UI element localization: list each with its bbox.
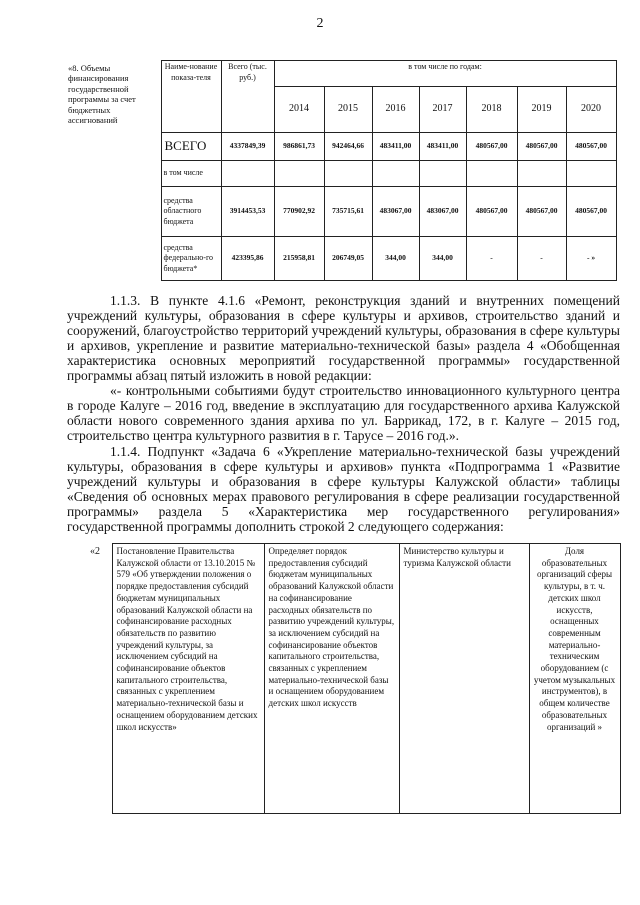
value-cell bbox=[466, 161, 517, 187]
value-cell: 206749,05 bbox=[324, 237, 372, 281]
year-cell: 2014 bbox=[274, 87, 324, 133]
page-number: 2 bbox=[316, 16, 324, 31]
regulation-document: Постановление Правительства Калужской области от 13.10.2015 № 579 «Об утверждении положения о порядке предоставления субсидий бюджетам муниципальных образований Калужской области на софинансирование расходных обязательств по развитию учреждений культуры, за исключением субсидий на софинансирование объектов капитального строительства, связанных с укреплением материально-технической базы и оснащением оборудованием детских школ искусств» bbox=[112, 544, 264, 814]
row-label: ВСЕГО bbox=[161, 133, 221, 161]
value-cell: 480567,00 bbox=[566, 187, 616, 237]
value-cell: 480567,00 bbox=[517, 133, 566, 161]
year-cell: 2017 bbox=[419, 87, 466, 133]
paragraph-control-events: «- контрольными событиями будут строительство инновационного культурного центра в городе Калуге – 2016 год, введение в эксплуатацию для государственного архива Калужской области нового современного здания архива по ул. Баррикад, 172, в г. Калуге – 2015 год, строительство центра культурного развития в г. Тарусе – 2016 год.». bbox=[67, 383, 620, 443]
col-total-header: Всего (тыс. руб.) bbox=[221, 61, 274, 133]
value-cell: 480567,00 bbox=[517, 187, 566, 237]
year-cell: 2018 bbox=[466, 87, 517, 133]
responsible-executor: Министерство культуры и туризма Калужской области bbox=[399, 544, 529, 814]
value-cell: 344,00 bbox=[372, 237, 419, 281]
value-cell: - bbox=[517, 237, 566, 281]
value-cell: 480567,00 bbox=[466, 133, 517, 161]
indicator: Доля образовательных организаций сферы культуры, в т. ч. детских школ искусств, оснащенных современным материально-техническим оборудованием (с учетом музыкальных инструментов), в общем количестве образовательных организаций » bbox=[529, 544, 620, 814]
financing-label: «8. Объемы финансирования государственной программы за счет бюджетных ассигнований bbox=[68, 62, 136, 125]
value-cell bbox=[274, 161, 324, 187]
value-cell bbox=[419, 161, 466, 187]
value-cell: 942464,66 bbox=[324, 133, 372, 161]
paragraph-1-1-3: 1.1.3. В пункте 4.1.6 «Ремонт, реконструкция зданий и внутренних помещений учреждений культуры, образования в сфере культуры и архивов, строительство зданий и сооружений, благоустройство территорий учреждений культуры, образования в сфере культуры и архивов, укрепление и развитие материально-технической базы» раздела 4 «Обобщенная характеристика основных мероприятий государственной программы» государственной программы абзац пятый изложить в новой редакции: bbox=[67, 293, 620, 383]
year-cell: 2015 bbox=[324, 87, 372, 133]
value-cell: 483067,00 bbox=[419, 187, 466, 237]
year-cell: 2020 bbox=[566, 87, 616, 133]
value-cell bbox=[372, 161, 419, 187]
regulation-content: Определяет порядок предоставления субсидий бюджетам муниципальных образований Калужской области на софинансирование расходных обязательств по развитию учреждений культуры, за исключением субсидий на софинансирование объектов капитального строительства, связанных с укреплением материально-технической базы и оснащением оборудованием детских школ искусств bbox=[264, 544, 399, 814]
value-cell: 735715,61 bbox=[324, 187, 372, 237]
paragraph-1-1-4: 1.1.4. Подпункт «Задача 6 «Укрепление материально-технической базы учреждений культуры, образования в сфере культуры и архивов» пункта «Подпрограмма 1 «Развитие учреждений культуры и образования в сфере культуры Калужской области» таблицы «Сведения об основных мерах правового регулирования в сфере реализации государственной программы» раздела 5 «Характеристика мер государственного регулирования» государственной программы дополнить строкой 2 следующего содержания: bbox=[67, 444, 620, 534]
row-label: в том числе bbox=[161, 161, 221, 187]
total-cell: 3914453,53 bbox=[221, 187, 274, 237]
financing-table bbox=[66, 60, 617, 281]
row-label: средства федерально-го бюджета* bbox=[161, 237, 221, 281]
value-cell bbox=[517, 161, 566, 187]
table-row bbox=[82, 544, 620, 814]
year-cell: 2019 bbox=[517, 87, 566, 133]
value-cell: - » bbox=[566, 237, 616, 281]
value-cell bbox=[324, 161, 372, 187]
years-header: в том числе по годам: bbox=[274, 61, 616, 87]
value-cell bbox=[566, 161, 616, 187]
total-cell bbox=[221, 161, 274, 187]
row-number: «2 bbox=[90, 545, 100, 557]
value-cell: 770902,92 bbox=[274, 187, 324, 237]
col-name-header: Наиме-нование показа-теля bbox=[161, 61, 221, 133]
value-cell: 480567,00 bbox=[566, 133, 616, 161]
value-cell: 483411,00 bbox=[372, 133, 419, 161]
row-label: средства областного бюджета bbox=[161, 187, 221, 237]
year-cell: 2016 bbox=[372, 87, 419, 133]
value-cell: 483411,00 bbox=[419, 133, 466, 161]
value-cell: - bbox=[466, 237, 517, 281]
total-cell: 423395,86 bbox=[221, 237, 274, 281]
value-cell: 480567,00 bbox=[466, 187, 517, 237]
value-cell: 986861,73 bbox=[274, 133, 324, 161]
total-cell: 4337849,39 bbox=[221, 133, 274, 161]
value-cell: 215958,81 bbox=[274, 237, 324, 281]
value-cell: 344,00 bbox=[419, 237, 466, 281]
value-cell: 483067,00 bbox=[372, 187, 419, 237]
regulation-table bbox=[82, 543, 621, 814]
